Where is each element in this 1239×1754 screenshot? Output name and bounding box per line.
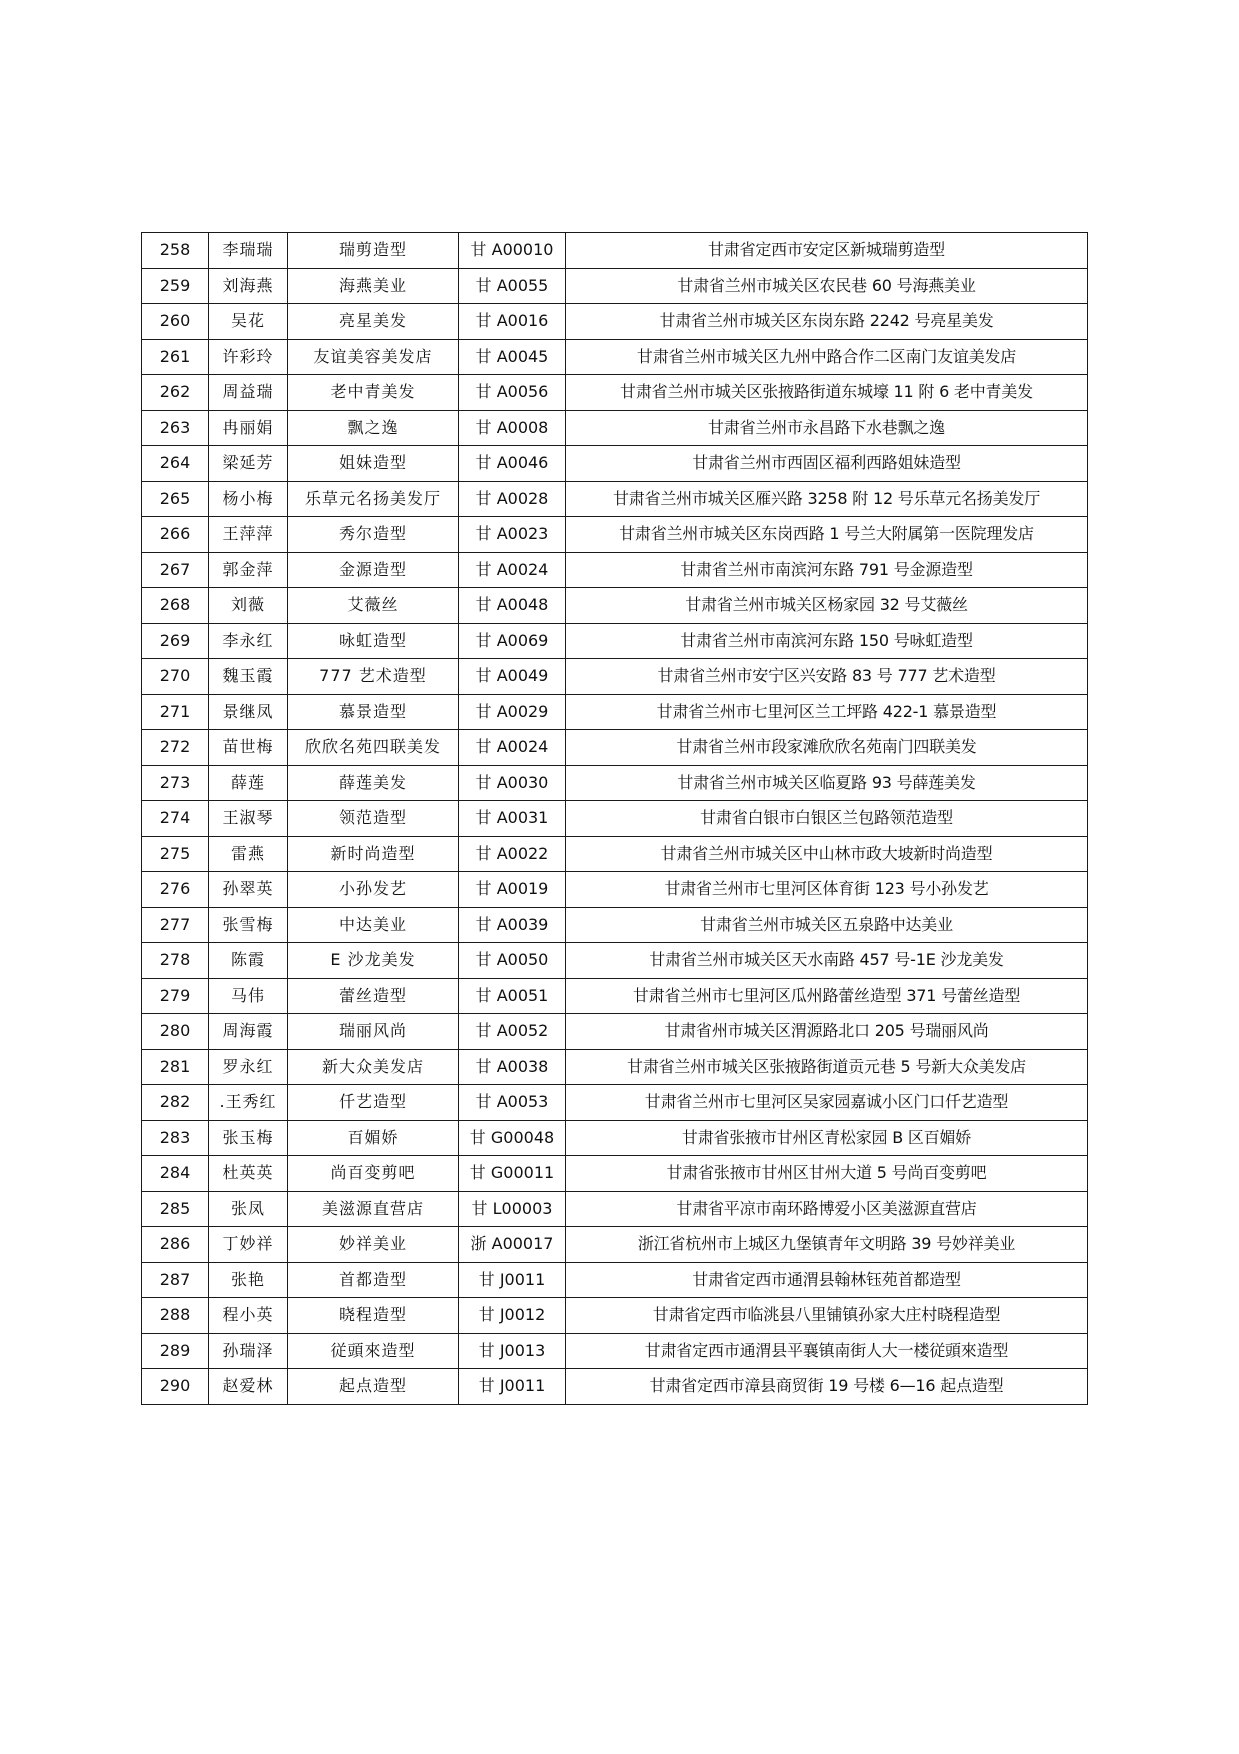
- person-name-cell: 马伟: [209, 978, 288, 1014]
- registration-code-cell: 甘 G00011: [459, 1156, 566, 1192]
- shop-name-cell: 姐妹造型: [288, 446, 459, 482]
- shop-name-cell: 中达美业: [288, 907, 459, 943]
- table-row: [142, 978, 1088, 1014]
- registration-code-cell: 甘 A0055: [459, 268, 566, 304]
- table-row: [142, 410, 1088, 446]
- shop-name-cell: 小孙发艺: [288, 872, 459, 908]
- table-row: [142, 907, 1088, 943]
- registration-code-cell: 甘 J0013: [459, 1333, 566, 1369]
- address-cell: 甘肃省定西市通渭县翰林钰苑首都造型: [566, 1262, 1088, 1298]
- person-name-cell: 吴花: [209, 304, 288, 340]
- address-cell: 甘肃省兰州市七里河区体育街 123 号小孙发艺: [566, 872, 1088, 908]
- address-cell: 甘肃省兰州市城关区张掖路街道东城壕 11 附 6 老中青美发: [566, 375, 1088, 411]
- shop-name-cell: E 沙龙美发: [288, 943, 459, 979]
- registration-code-cell: 浙 A00017: [459, 1227, 566, 1263]
- registration-code-cell: 甘 A00010: [459, 233, 566, 269]
- row-number-cell: 269: [142, 623, 209, 659]
- address-cell: 甘肃省兰州市南滨河东路 791 号金源造型: [566, 552, 1088, 588]
- person-name-cell: 魏玉霞: [209, 659, 288, 695]
- person-name-cell: .王秀红: [209, 1085, 288, 1121]
- shop-name-cell: 欣欣名苑四联美发: [288, 730, 459, 766]
- table-row: [142, 765, 1088, 801]
- person-name-cell: 罗永红: [209, 1049, 288, 1085]
- registration-code-cell: 甘 J0011: [459, 1369, 566, 1405]
- table-row: [142, 836, 1088, 872]
- registration-code-cell: 甘 A0022: [459, 836, 566, 872]
- shop-name-cell: 瑞丽风尚: [288, 1014, 459, 1050]
- shop-name-cell: 蕾丝造型: [288, 978, 459, 1014]
- table-row: [142, 730, 1088, 766]
- shop-name-cell: 咏虹造型: [288, 623, 459, 659]
- address-cell: 甘肃省兰州市段家滩欣欣名苑南门四联美发: [566, 730, 1088, 766]
- row-number-cell: 283: [142, 1120, 209, 1156]
- row-number-cell: 285: [142, 1191, 209, 1227]
- row-number-cell: 281: [142, 1049, 209, 1085]
- address-cell: 甘肃省兰州市城关区天水南路 457 号-1E 沙龙美发: [566, 943, 1088, 979]
- table-row: [142, 233, 1088, 269]
- person-name-cell: 王萍萍: [209, 517, 288, 553]
- table-row: [142, 872, 1088, 908]
- table-row: [142, 1191, 1088, 1227]
- registry-table: [141, 232, 1088, 1405]
- person-name-cell: 程小英: [209, 1298, 288, 1334]
- address-cell: 甘肃省兰州市西固区福利西路姐妹造型: [566, 446, 1088, 482]
- row-number-cell: 267: [142, 552, 209, 588]
- row-number-cell: 280: [142, 1014, 209, 1050]
- registration-code-cell: 甘 A0069: [459, 623, 566, 659]
- person-name-cell: 周益瑞: [209, 375, 288, 411]
- person-name-cell: 张凤: [209, 1191, 288, 1227]
- registration-code-cell: 甘 A0038: [459, 1049, 566, 1085]
- row-number-cell: 265: [142, 481, 209, 517]
- row-number-cell: 284: [142, 1156, 209, 1192]
- table-row: [142, 481, 1088, 517]
- registration-code-cell: 甘 A0052: [459, 1014, 566, 1050]
- row-number-cell: 275: [142, 836, 209, 872]
- shop-name-cell: 尚百变剪吧: [288, 1156, 459, 1192]
- table-row: [142, 446, 1088, 482]
- row-number-cell: 276: [142, 872, 209, 908]
- person-name-cell: 景继凤: [209, 694, 288, 730]
- row-number-cell: 262: [142, 375, 209, 411]
- shop-name-cell: 友谊美容美发店: [288, 339, 459, 375]
- shop-name-cell: 海燕美业: [288, 268, 459, 304]
- row-number-cell: 258: [142, 233, 209, 269]
- table-row: [142, 943, 1088, 979]
- row-number-cell: 277: [142, 907, 209, 943]
- shop-name-cell: 百媚娇: [288, 1120, 459, 1156]
- person-name-cell: 张雪梅: [209, 907, 288, 943]
- registration-code-cell: 甘 L00003: [459, 1191, 566, 1227]
- table-row: [142, 1049, 1088, 1085]
- registration-code-cell: 甘 A0045: [459, 339, 566, 375]
- shop-name-cell: 美滋源直营店: [288, 1191, 459, 1227]
- person-name-cell: 丁妙祥: [209, 1227, 288, 1263]
- row-number-cell: 274: [142, 801, 209, 837]
- person-name-cell: 冉丽娟: [209, 410, 288, 446]
- address-cell: 甘肃省定西市临洮县八里铺镇孙家大庄村晓程造型: [566, 1298, 1088, 1334]
- row-number-cell: 261: [142, 339, 209, 375]
- address-cell: 甘肃省平凉市南环路博爱小区美滋源直营店: [566, 1191, 1088, 1227]
- row-number-cell: 279: [142, 978, 209, 1014]
- person-name-cell: 陈霞: [209, 943, 288, 979]
- person-name-cell: 刘薇: [209, 588, 288, 624]
- table-row: [142, 1262, 1088, 1298]
- registration-code-cell: 甘 A0049: [459, 659, 566, 695]
- row-number-cell: 290: [142, 1369, 209, 1405]
- person-name-cell: 王淑琴: [209, 801, 288, 837]
- address-cell: 甘肃省白银市白银区兰包路领范造型: [566, 801, 1088, 837]
- table-row: [142, 588, 1088, 624]
- registration-code-cell: 甘 A0024: [459, 552, 566, 588]
- registry-table-body: [142, 233, 1088, 1405]
- address-cell: 甘肃省兰州市七里河区兰工坪路 422-1 慕景造型: [566, 694, 1088, 730]
- shop-name-cell: 领范造型: [288, 801, 459, 837]
- registration-code-cell: 甘 A0053: [459, 1085, 566, 1121]
- registration-code-cell: 甘 A0046: [459, 446, 566, 482]
- shop-name-cell: 仟艺造型: [288, 1085, 459, 1121]
- table-row: [142, 339, 1088, 375]
- address-cell: 甘肃省兰州市安宁区兴安路 83 号 777 艺术造型: [566, 659, 1088, 695]
- shop-name-cell: 従頭來造型: [288, 1333, 459, 1369]
- table-row: [142, 375, 1088, 411]
- shop-name-cell: 777 艺术造型: [288, 659, 459, 695]
- table-row: [142, 304, 1088, 340]
- table-row: [142, 1014, 1088, 1050]
- address-cell: 甘肃省定西市漳县商贸街 19 号楼 6—16 起点造型: [566, 1369, 1088, 1405]
- address-cell: 甘肃省兰州市城关区中山林市政大坡新时尚造型: [566, 836, 1088, 872]
- address-cell: 甘肃省兰州市城关区农民巷 60 号海燕美业: [566, 268, 1088, 304]
- shop-name-cell: 薛莲美发: [288, 765, 459, 801]
- shop-name-cell: 秀尔造型: [288, 517, 459, 553]
- address-cell: 甘肃省定西市通渭县平襄镇南街人大一楼従頭來造型: [566, 1333, 1088, 1369]
- person-name-cell: 孙翠英: [209, 872, 288, 908]
- registration-code-cell: 甘 A0024: [459, 730, 566, 766]
- row-number-cell: 273: [142, 765, 209, 801]
- person-name-cell: 郭金萍: [209, 552, 288, 588]
- row-number-cell: 268: [142, 588, 209, 624]
- address-cell: 甘肃省兰州市七里河区瓜州路蕾丝造型 371 号蕾丝造型: [566, 978, 1088, 1014]
- registration-code-cell: 甘 A0031: [459, 801, 566, 837]
- registration-code-cell: 甘 J0011: [459, 1262, 566, 1298]
- table-row: [142, 1085, 1088, 1121]
- address-cell: 甘肃省兰州市城关区临夏路 93 号薛莲美发: [566, 765, 1088, 801]
- address-cell: 甘肃省兰州市城关区东岗东路 2242 号亮星美发: [566, 304, 1088, 340]
- table-row: [142, 1298, 1088, 1334]
- address-cell: 甘肃省兰州市南滨河东路 150 号咏虹造型: [566, 623, 1088, 659]
- table-row: [142, 1120, 1088, 1156]
- table-row: [142, 1156, 1088, 1192]
- shop-name-cell: 金源造型: [288, 552, 459, 588]
- address-cell: 甘肃省兰州市城关区九州中路合作二区南门友谊美发店: [566, 339, 1088, 375]
- person-name-cell: 李永红: [209, 623, 288, 659]
- row-number-cell: 289: [142, 1333, 209, 1369]
- address-cell: 甘肃省兰州市永昌路下水巷飘之逸: [566, 410, 1088, 446]
- person-name-cell: 雷燕: [209, 836, 288, 872]
- address-cell: 甘肃省州市城关区渭源路北口 205 号瑞丽风尚: [566, 1014, 1088, 1050]
- person-name-cell: 梁延芳: [209, 446, 288, 482]
- registration-code-cell: 甘 A0029: [459, 694, 566, 730]
- row-number-cell: 278: [142, 943, 209, 979]
- row-number-cell: 288: [142, 1298, 209, 1334]
- registration-code-cell: 甘 A0019: [459, 872, 566, 908]
- address-cell: 甘肃省张掖市甘州区甘州大道 5 号尚百变剪吧: [566, 1156, 1088, 1192]
- table-row: [142, 801, 1088, 837]
- shop-name-cell: 起点造型: [288, 1369, 459, 1405]
- address-cell: 甘肃省兰州市城关区雁兴路 3258 附 12 号乐草元名扬美发厅: [566, 481, 1088, 517]
- row-number-cell: 287: [142, 1262, 209, 1298]
- shop-name-cell: 慕景造型: [288, 694, 459, 730]
- row-number-cell: 270: [142, 659, 209, 695]
- table-row: [142, 1227, 1088, 1263]
- shop-name-cell: 老中青美发: [288, 375, 459, 411]
- address-cell: 浙江省杭州市上城区九堡镇青年文明路 39 号妙祥美业: [566, 1227, 1088, 1263]
- shop-name-cell: 新大众美发店: [288, 1049, 459, 1085]
- shop-name-cell: 乐草元名扬美发厅: [288, 481, 459, 517]
- shop-name-cell: 晓程造型: [288, 1298, 459, 1334]
- address-cell: 甘肃省定西市安定区新城瑞剪造型: [566, 233, 1088, 269]
- registration-code-cell: 甘 A0030: [459, 765, 566, 801]
- person-name-cell: 刘海燕: [209, 268, 288, 304]
- table-row: [142, 659, 1088, 695]
- table-row: [142, 517, 1088, 553]
- table-row: [142, 552, 1088, 588]
- registration-code-cell: 甘 A0023: [459, 517, 566, 553]
- person-name-cell: 张艳: [209, 1262, 288, 1298]
- registration-code-cell: 甘 A0048: [459, 588, 566, 624]
- address-cell: 甘肃省兰州市城关区五泉路中达美业: [566, 907, 1088, 943]
- shop-name-cell: 瑞剪造型: [288, 233, 459, 269]
- table-row: [142, 694, 1088, 730]
- address-cell: 甘肃省兰州市城关区杨家园 32 号艾薇丝: [566, 588, 1088, 624]
- row-number-cell: 266: [142, 517, 209, 553]
- registration-code-cell: 甘 A0016: [459, 304, 566, 340]
- person-name-cell: 孙瑞泽: [209, 1333, 288, 1369]
- row-number-cell: 260: [142, 304, 209, 340]
- shop-name-cell: 新时尚造型: [288, 836, 459, 872]
- registration-code-cell: 甘 J0012: [459, 1298, 566, 1334]
- person-name-cell: 张玉梅: [209, 1120, 288, 1156]
- shop-name-cell: 亮星美发: [288, 304, 459, 340]
- address-cell: 甘肃省张掖市甘州区青松家园 B 区百媚娇: [566, 1120, 1088, 1156]
- table-row: [142, 268, 1088, 304]
- person-name-cell: 李瑞瑞: [209, 233, 288, 269]
- registration-code-cell: 甘 G00048: [459, 1120, 566, 1156]
- address-cell: 甘肃省兰州市七里河区吴家园嘉诚小区门口仟艺造型: [566, 1085, 1088, 1121]
- person-name-cell: 苗世梅: [209, 730, 288, 766]
- row-number-cell: 272: [142, 730, 209, 766]
- table-row: [142, 1333, 1088, 1369]
- registration-code-cell: 甘 A0008: [459, 410, 566, 446]
- person-name-cell: 赵爱林: [209, 1369, 288, 1405]
- shop-name-cell: 艾薇丝: [288, 588, 459, 624]
- row-number-cell: 259: [142, 268, 209, 304]
- person-name-cell: 薛莲: [209, 765, 288, 801]
- person-name-cell: 杨小梅: [209, 481, 288, 517]
- shop-name-cell: 首都造型: [288, 1262, 459, 1298]
- registration-code-cell: 甘 A0028: [459, 481, 566, 517]
- row-number-cell: 263: [142, 410, 209, 446]
- registration-code-cell: 甘 A0050: [459, 943, 566, 979]
- address-cell: 甘肃省兰州市城关区东岗西路 1 号兰大附属第一医院理发店: [566, 517, 1088, 553]
- table-row: [142, 623, 1088, 659]
- table-row: [142, 1369, 1088, 1405]
- person-name-cell: 许彩玲: [209, 339, 288, 375]
- shop-name-cell: 飘之逸: [288, 410, 459, 446]
- registration-code-cell: 甘 A0051: [459, 978, 566, 1014]
- address-cell: 甘肃省兰州市城关区张掖路街道贡元巷 5 号新大众美发店: [566, 1049, 1088, 1085]
- row-number-cell: 271: [142, 694, 209, 730]
- person-name-cell: 杜英英: [209, 1156, 288, 1192]
- row-number-cell: 286: [142, 1227, 209, 1263]
- registration-code-cell: 甘 A0056: [459, 375, 566, 411]
- registration-code-cell: 甘 A0039: [459, 907, 566, 943]
- row-number-cell: 264: [142, 446, 209, 482]
- person-name-cell: 周海霞: [209, 1014, 288, 1050]
- shop-name-cell: 妙祥美业: [288, 1227, 459, 1263]
- row-number-cell: 282: [142, 1085, 209, 1121]
